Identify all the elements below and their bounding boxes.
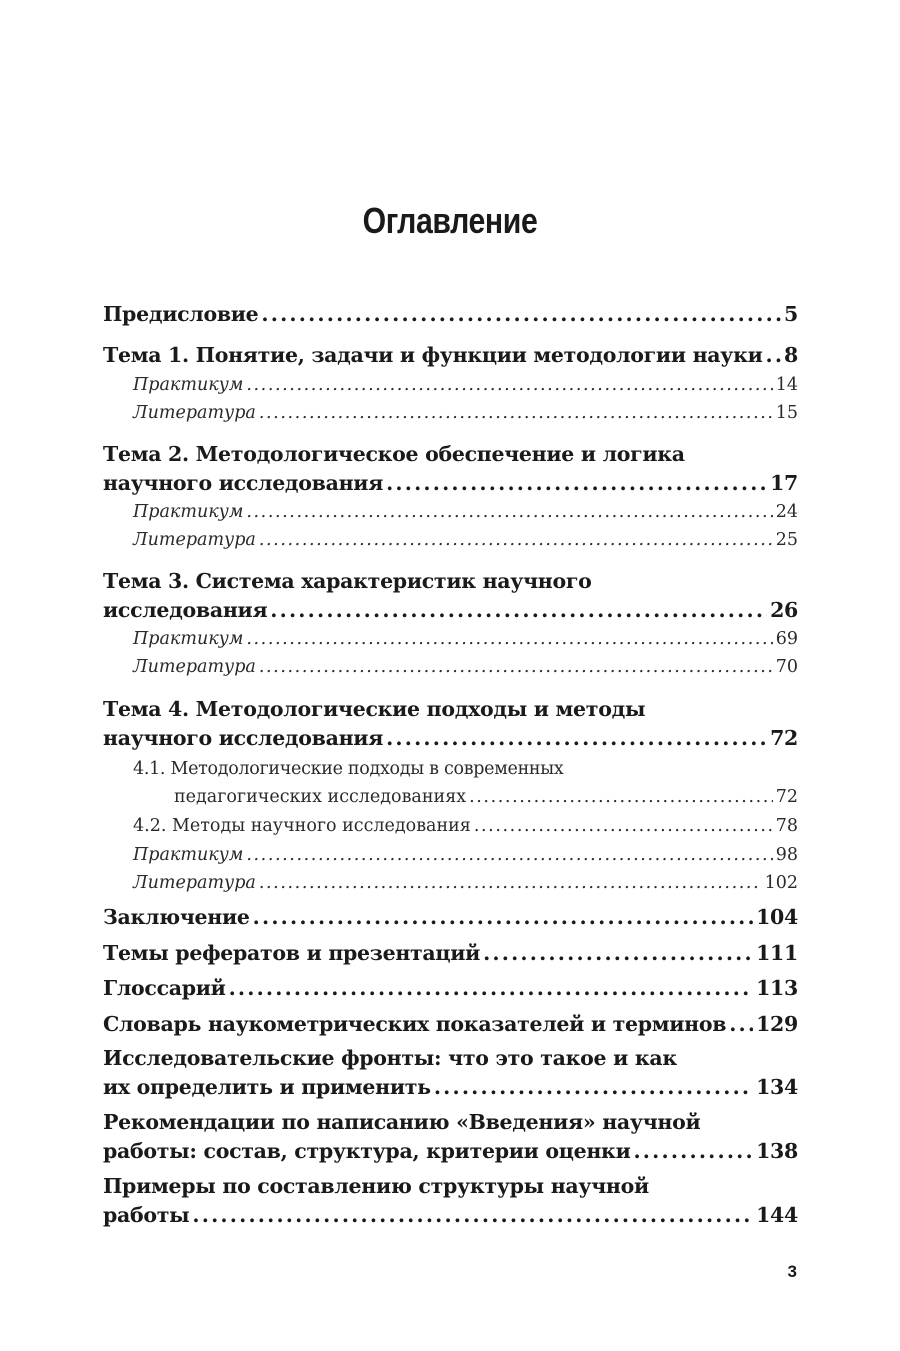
toc-entry-page: 25 xyxy=(775,530,798,550)
toc-entry-label: работы xyxy=(103,1203,190,1227)
toc-entry-label: Практикум xyxy=(133,502,244,522)
dot-leader xyxy=(270,598,767,622)
toc-entry[interactable] xyxy=(103,1075,798,1099)
toc-entry-line: Тема 4. Методологические подходы и методы xyxy=(103,697,646,721)
dot-leader xyxy=(192,1203,753,1227)
toc-subentry[interactable] xyxy=(133,530,798,550)
toc-entry[interactable] xyxy=(103,471,798,495)
toc-entry-page: 144 xyxy=(756,1203,798,1227)
dot-leader xyxy=(259,403,773,423)
dot-leader xyxy=(246,845,772,865)
toc-entry[interactable] xyxy=(103,1203,798,1227)
toc-entry-label: Литература xyxy=(133,873,256,893)
toc-entry[interactable] xyxy=(103,941,798,965)
dot-leader xyxy=(259,657,773,677)
toc-entry-label: Заключение xyxy=(103,905,250,929)
toc-entry-label: Словарь наукометрических показателей и терминов xyxy=(103,1012,727,1036)
dot-leader xyxy=(229,976,754,1000)
toc-subentry[interactable] xyxy=(133,375,798,395)
toc-entry-page: 72 xyxy=(770,726,798,750)
toc-entry-page: 17 xyxy=(770,471,798,495)
toc-entry[interactable] xyxy=(103,976,798,1000)
dot-leader xyxy=(246,502,772,522)
dot-leader xyxy=(259,530,773,550)
toc-entry-label: Практикум xyxy=(133,629,244,649)
toc-entry-label: Глоссарий xyxy=(103,976,226,1000)
dot-leader xyxy=(386,471,767,495)
toc-subentry[interactable] xyxy=(133,403,798,423)
dot-leader xyxy=(259,873,762,893)
toc-entry[interactable] xyxy=(103,1139,798,1163)
toc-entry-label: Практикум xyxy=(133,845,244,865)
toc-entry-label: Тема 1. Понятие, задачи и функции методологии науки xyxy=(103,343,763,367)
dot-leader xyxy=(474,816,773,836)
toc-entry-page: 26 xyxy=(770,598,798,622)
toc-entry-page: 14 xyxy=(775,375,798,395)
dot-leader xyxy=(633,1139,753,1163)
toc-entry-page: 134 xyxy=(756,1075,798,1099)
toc-entry-label: Литература xyxy=(133,657,256,677)
toc-entry-label: 4.2. Методы научного исследования xyxy=(133,816,471,836)
toc-entry[interactable] xyxy=(103,302,798,326)
toc-entry-page: 69 xyxy=(775,629,798,649)
toc-entry-page: 111 xyxy=(756,941,798,965)
dot-leader xyxy=(729,1012,753,1036)
toc-entry-line: Тема 2. Методологическое обеспечение и логика xyxy=(103,442,685,466)
toc-section[interactable] xyxy=(174,787,798,807)
toc-entry-page: 104 xyxy=(756,905,798,929)
toc-entry-label: Литература xyxy=(133,530,256,550)
dot-leader xyxy=(469,787,773,807)
dot-leader xyxy=(766,343,782,367)
toc-entry-label: Практикум xyxy=(133,375,244,395)
toc-entry-line: Примеры по составлению структуры научной xyxy=(103,1174,649,1198)
toc-entry[interactable] xyxy=(103,343,798,367)
toc-entry-line: Исследовательские фронты: что это такое и как xyxy=(103,1046,677,1070)
page-number: 3 xyxy=(787,1262,797,1281)
dot-leader xyxy=(246,375,772,395)
dot-leader xyxy=(434,1075,753,1099)
toc-entry-label: Литература xyxy=(133,403,256,423)
toc-section[interactable] xyxy=(133,816,798,836)
toc-section-line: 4.1. Методологические подходы в современных xyxy=(133,759,564,779)
toc-entry-label: Предисловие xyxy=(103,302,259,326)
toc-entry-label: научного исследования xyxy=(103,471,384,495)
toc-entry-label: исследования xyxy=(103,598,268,622)
toc-entry-label: научного исследования xyxy=(103,726,384,750)
toc-entry[interactable] xyxy=(103,598,798,622)
dot-leader xyxy=(261,302,781,326)
toc-entry-page: 72 xyxy=(775,787,798,807)
toc-entry-label: их определить и применить xyxy=(103,1075,431,1099)
toc-entry-page: 24 xyxy=(775,502,798,522)
toc-entry-page: 15 xyxy=(775,403,798,423)
toc-subentry[interactable] xyxy=(133,845,798,865)
toc-entry-page: 8 xyxy=(784,343,798,367)
toc-entry-page: 113 xyxy=(756,976,798,1000)
toc-entry-page: 70 xyxy=(775,657,798,677)
toc-entry-page: 78 xyxy=(775,816,798,836)
toc-entry-label: работы: состав, структура, критерии оценки xyxy=(103,1139,631,1163)
toc-entry[interactable] xyxy=(103,1012,798,1036)
toc-subentry[interactable] xyxy=(133,502,798,522)
toc-entry-page: 98 xyxy=(775,845,798,865)
dot-leader xyxy=(253,905,753,929)
toc-entry-page: 5 xyxy=(784,302,798,326)
toc-subentry[interactable] xyxy=(133,657,798,677)
dot-leader xyxy=(483,941,753,965)
page-title: Оглавление xyxy=(362,200,538,241)
toc-entry[interactable] xyxy=(103,905,798,929)
toc-entry-line: Тема 3. Система характеристик научного xyxy=(103,569,592,593)
toc-entry-line: Рекомендации по написанию «Введения» научной xyxy=(103,1110,701,1134)
toc-entry-label: Темы рефератов и презентаций xyxy=(103,941,481,965)
dot-leader xyxy=(386,726,767,750)
toc-entry-page: 102 xyxy=(764,873,798,893)
toc-entry-page: 129 xyxy=(756,1012,798,1036)
toc-subentry[interactable] xyxy=(133,629,798,649)
toc-entry[interactable] xyxy=(103,726,798,750)
dot-leader xyxy=(246,629,772,649)
toc-entry-label: педагогических исследованиях xyxy=(174,787,467,807)
toc-subentry[interactable] xyxy=(133,873,798,893)
toc-entry-page: 138 xyxy=(756,1139,798,1163)
